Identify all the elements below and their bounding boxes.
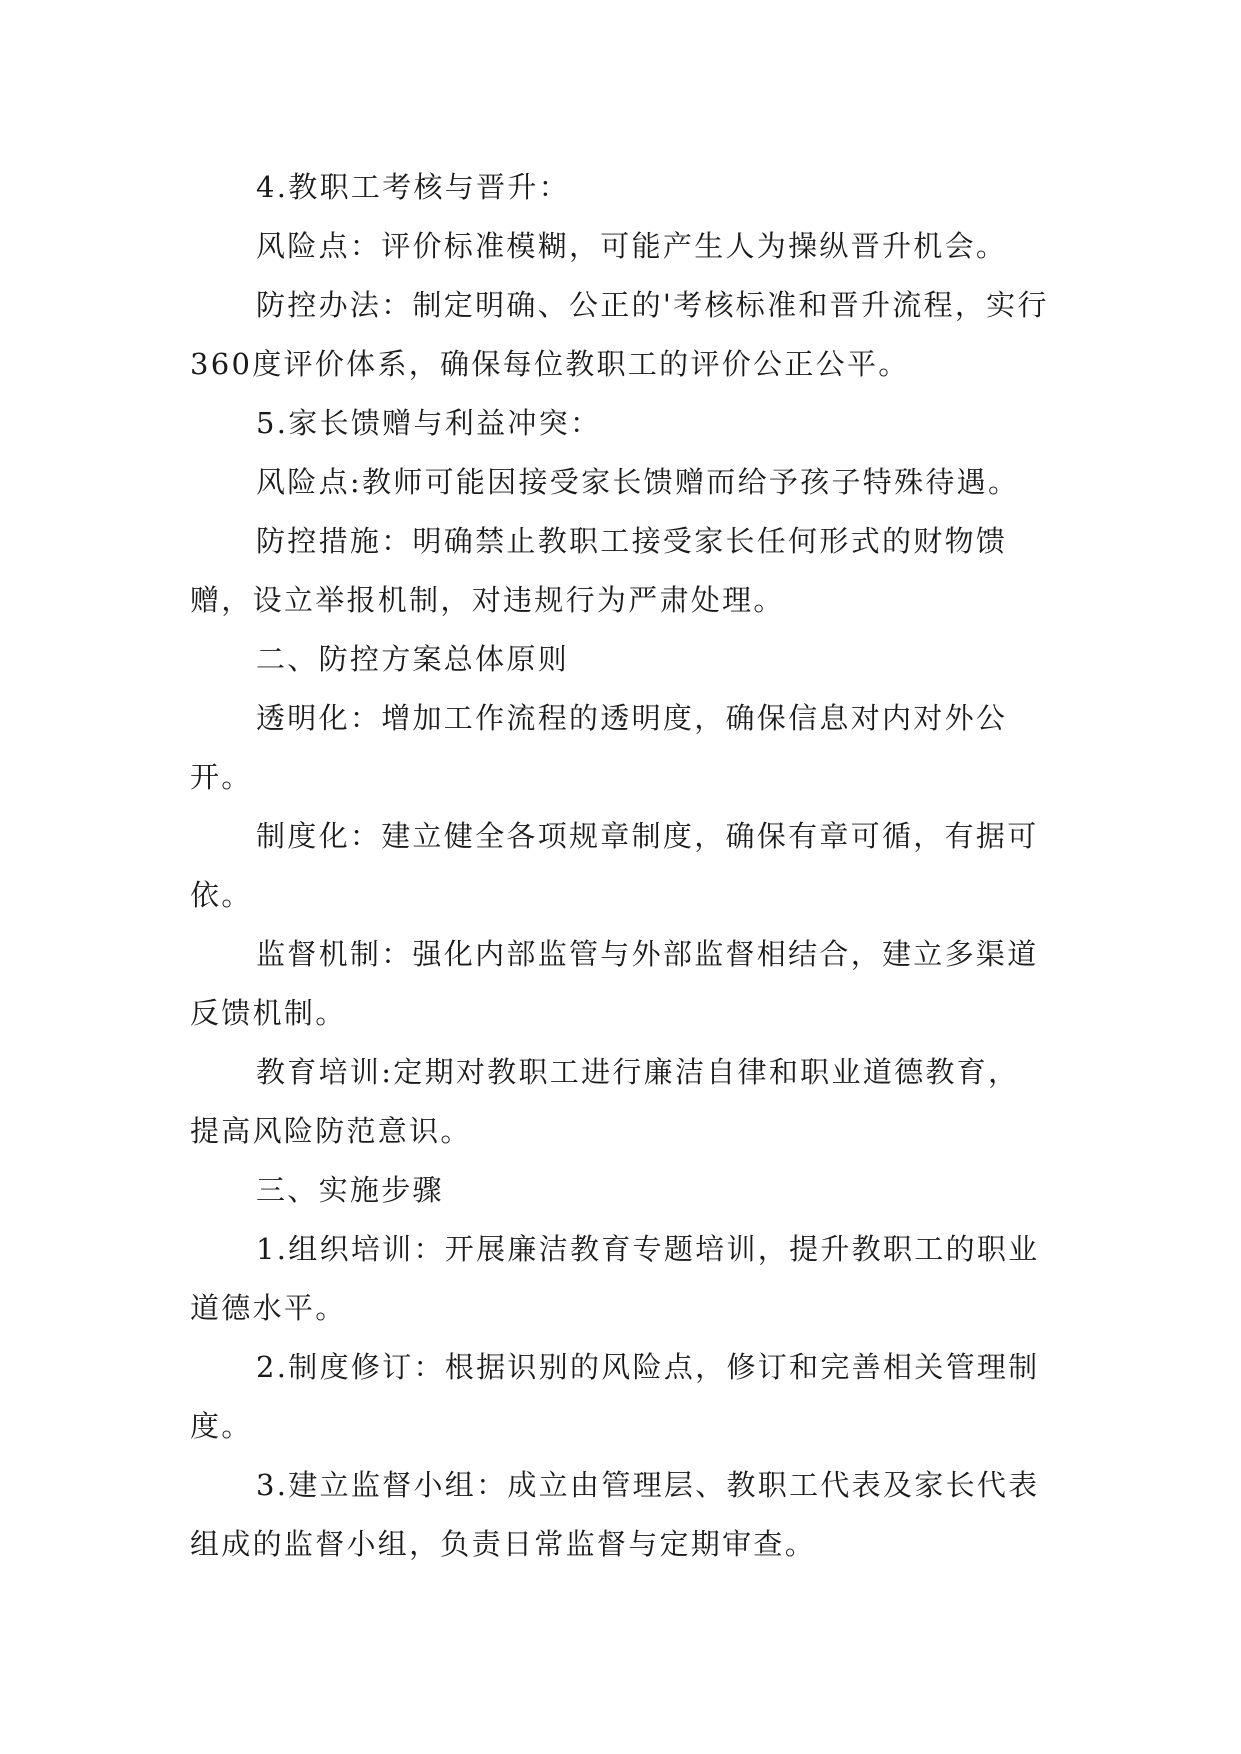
principle-education: 教育培训:定期对教职工进行廉洁自律和职业道德教育，提高风险防范意识。 — [190, 1055, 1020, 1148]
section-2-heading: 二、防控方案总体原则 — [256, 642, 570, 676]
item-5-control-measures: 防控措施：明确禁止教职工接受家长任何形式的财物馈赠，设立举报机制，对违规行为严肃处理。 — [190, 524, 1008, 617]
item-5-heading: 5.家长馈赠与利益冲突： — [256, 406, 602, 440]
item-4-risk-point: 风险点：评价标准模糊，可能产生人为操纵晋升机会。 — [256, 229, 1008, 263]
step-3-supervision-group: 3.建立监督小组：成立由管理层、教职工代表及家长代表组成的监督小组，负责日常监督与定期审查。 — [190, 1468, 1040, 1561]
item-4-control-method: 防控办法：制定明确、公正的'考核标准和晋升流程，实行360度评价体系，确保每位教职工的评价公正公平。 — [190, 288, 1049, 381]
principle-institutionalization: 制度化：建立健全各项规章制度，确保有章可循，有据可依。 — [190, 819, 1039, 912]
item-4-heading: 4.教职工考核与晋升： — [256, 170, 570, 204]
principle-transparency: 透明化：增加工作流程的透明度，确保信息对内对外公开。 — [190, 701, 1008, 794]
step-1-training: 1.组织培训：开展廉洁教育专题培训，提升教职工的职业道德水平。 — [190, 1232, 1040, 1325]
principle-supervision: 监督机制：强化内部监管与外部监督相结合，建立多渠道反馈机制。 — [190, 937, 1039, 1030]
document-body — [190, 158, 1050, 1574]
item-5-risk-point: 风险点:教师可能因接受家长馈赠而给予孩子特殊待遇。 — [256, 465, 1020, 499]
step-2-revision: 2.制度修订：根据识别的风险点，修订和完善相关管理制度。 — [190, 1350, 1040, 1443]
section-3-heading: 三、实施步骤 — [256, 1173, 444, 1207]
